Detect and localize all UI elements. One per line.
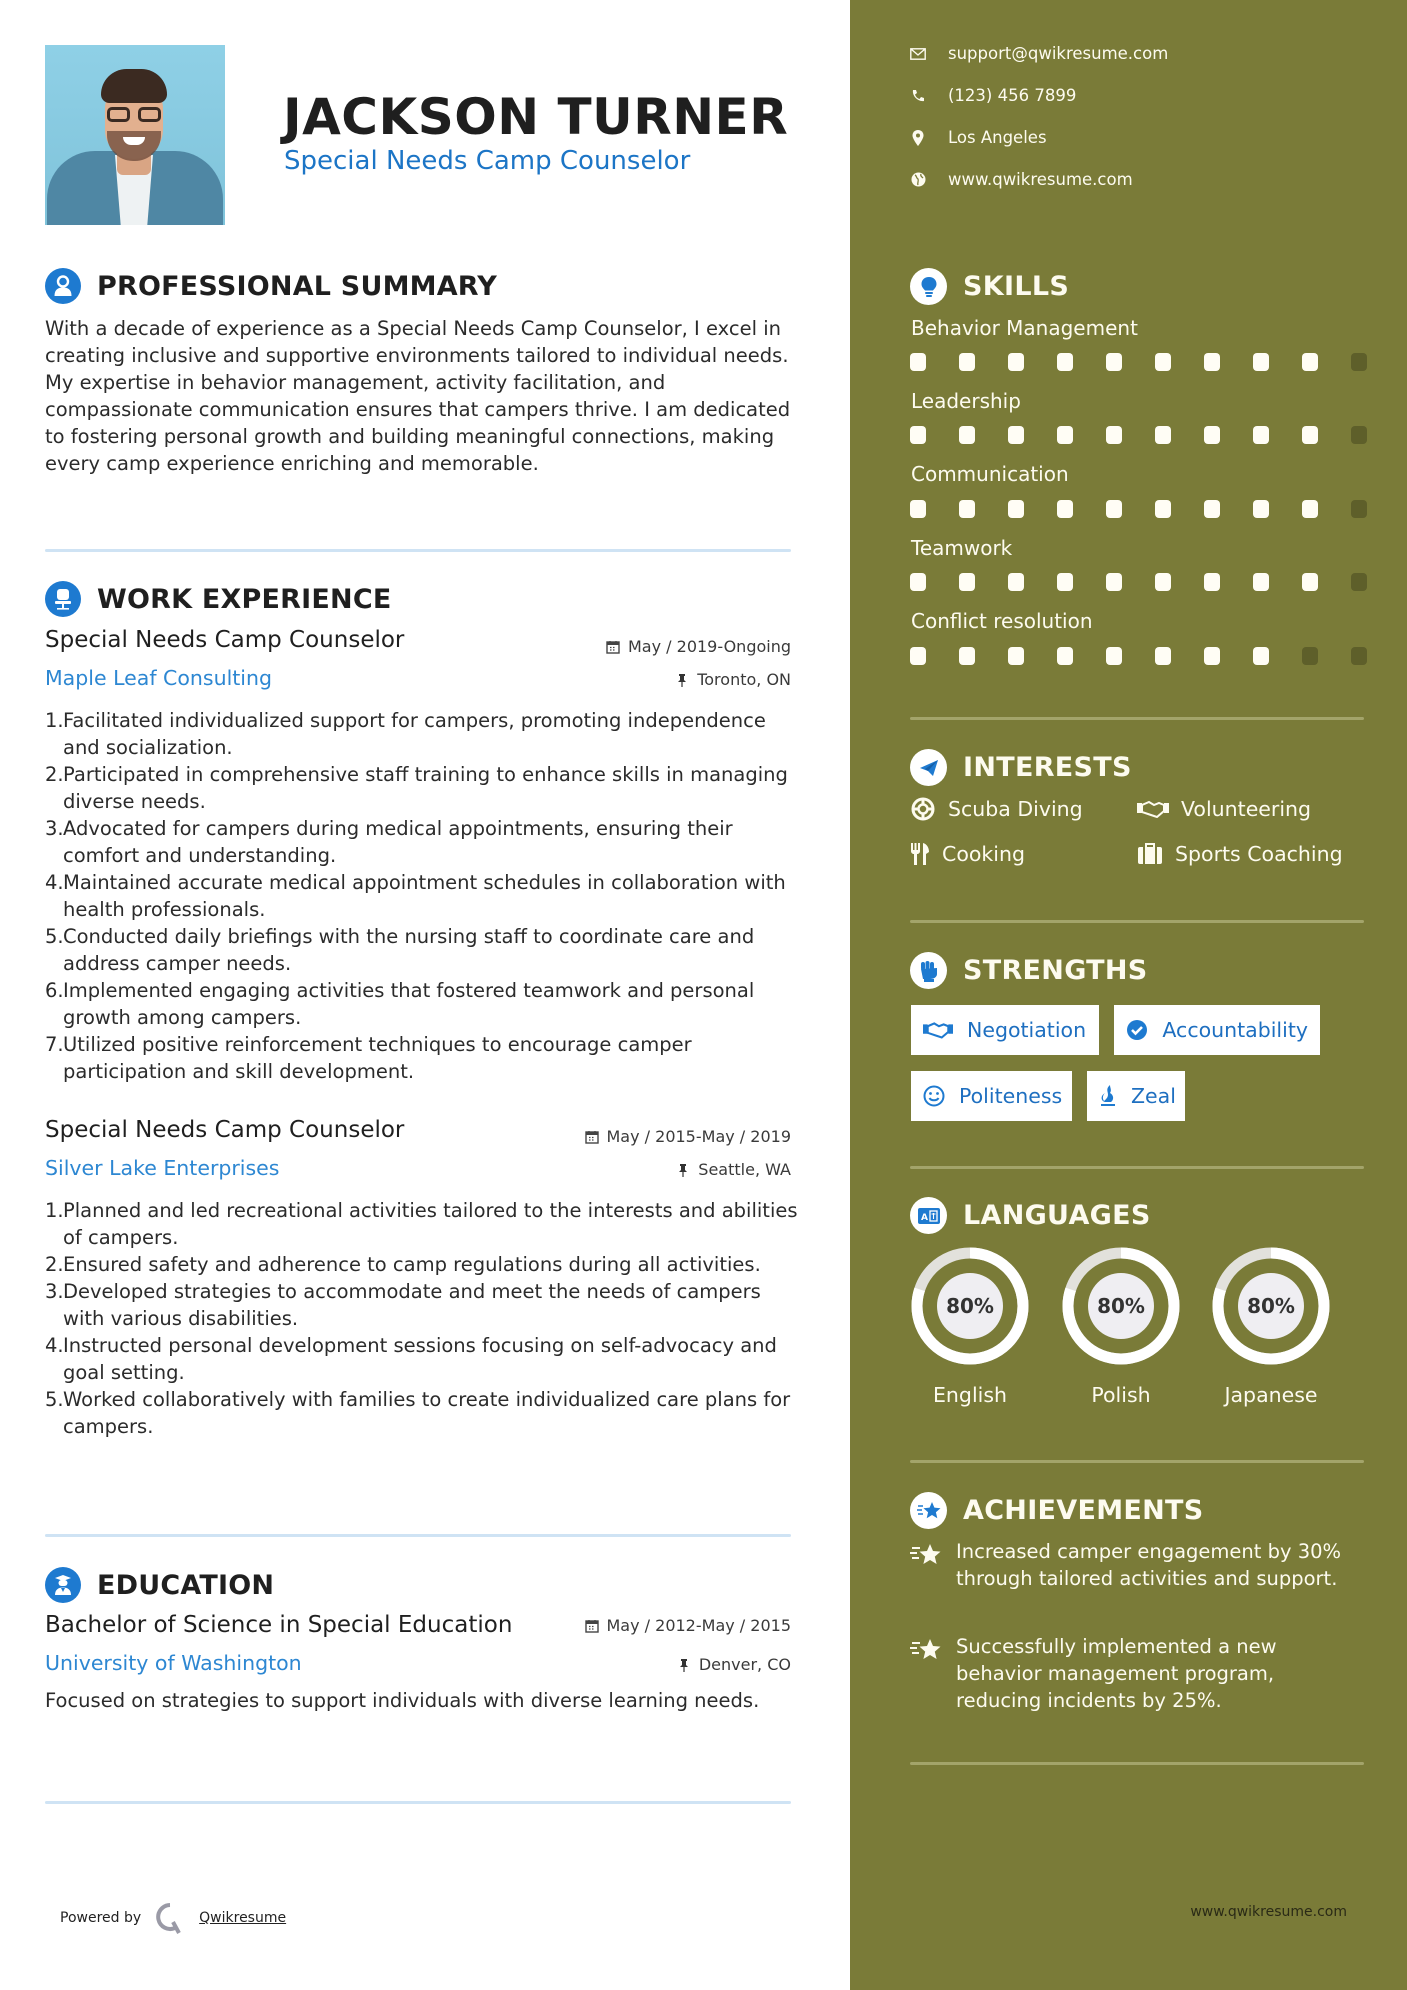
skill-dot-filled xyxy=(1253,647,1269,665)
skill-dot-filled xyxy=(1302,573,1318,591)
skill-dot-empty xyxy=(1351,426,1367,444)
language-name: Japanese xyxy=(1224,1383,1318,1407)
skill-dot-filled xyxy=(959,573,975,591)
job-dates-text: May / 2015-May / 2019 xyxy=(606,1127,791,1146)
interest-label: Cooking xyxy=(942,842,1025,866)
paper-plane-icon xyxy=(910,749,947,786)
footer-website[interactable]: www.qwikresume.com xyxy=(1190,1904,1347,1920)
achievement-text: Increased camper engagement by 30% through tailored activities and support. xyxy=(956,1540,1342,1590)
skill-dot-filled xyxy=(1106,573,1122,591)
calendar-icon xyxy=(606,640,620,654)
skill-dot-filled xyxy=(1106,426,1122,444)
skill-dot-filled xyxy=(1204,353,1220,371)
school-name: University of Washington xyxy=(45,1651,302,1675)
briefcase-icon xyxy=(1137,842,1163,866)
skill-dot-filled xyxy=(1008,647,1024,665)
education-location xyxy=(677,1655,791,1674)
divider xyxy=(910,920,1364,923)
education-location-text: Denver, CO xyxy=(698,1655,791,1674)
skill-dot-filled xyxy=(910,500,926,518)
language-percent: 80% xyxy=(1088,1273,1154,1339)
chair-icon xyxy=(45,581,81,617)
skill-dot-filled xyxy=(1302,426,1318,444)
list-item xyxy=(45,1386,805,1440)
skill-name: Communication xyxy=(911,462,1069,486)
interest-item xyxy=(1137,842,1343,866)
calendar-icon xyxy=(585,1619,599,1633)
job-dates xyxy=(585,1127,792,1146)
skill-dot-filled xyxy=(910,426,926,444)
skill-dot-filled xyxy=(959,647,975,665)
skills-header xyxy=(910,268,1069,305)
star-icon xyxy=(910,1492,947,1529)
language-item xyxy=(1060,1245,1182,1407)
skill-dot-filled xyxy=(1253,426,1269,444)
check-circle-icon xyxy=(1126,1019,1148,1041)
education-header xyxy=(45,1567,274,1603)
email-text[interactable]: support@qwikresume.com xyxy=(948,44,1169,63)
candidate-title: Special Needs Camp Counselor xyxy=(284,146,691,176)
divider xyxy=(45,1534,791,1537)
skill-dot-empty xyxy=(1351,573,1367,591)
strengths-heading: STRENGTHS xyxy=(963,955,1148,986)
skill-dot-filled xyxy=(1008,573,1024,591)
skill-dot-filled xyxy=(1008,500,1024,518)
bullet-text: Maintained accurate medical appointment schedules in collaboration with health professionals. xyxy=(63,871,786,921)
job-location xyxy=(676,1160,791,1179)
divider xyxy=(45,549,791,552)
language-name: English xyxy=(932,1383,1008,1407)
list-item xyxy=(45,1332,805,1386)
divider xyxy=(910,1166,1364,1169)
interests-header xyxy=(910,749,1132,786)
skill-dot-filled xyxy=(1302,353,1318,371)
job-title: Special Needs Camp Counselor xyxy=(45,1117,405,1143)
achievements-heading: ACHIEVEMENTS xyxy=(963,1495,1204,1526)
job-company: Maple Leaf Consulting xyxy=(45,666,273,690)
list-item xyxy=(45,1251,805,1278)
interest-item xyxy=(910,797,1083,821)
skill-dot-filled xyxy=(1155,573,1171,591)
skill-dot-filled xyxy=(1204,573,1220,591)
bullet-number: 3. xyxy=(45,1280,64,1303)
strength-badge xyxy=(911,1005,1099,1055)
skill-dot-filled xyxy=(1106,500,1122,518)
bullet-text: Utilized positive reinforcement techniques to encourage camper participation and skill development. xyxy=(63,1033,692,1083)
utensils-icon xyxy=(910,842,930,866)
skill-dot-filled xyxy=(910,647,926,665)
star-icon xyxy=(910,1538,942,1592)
bullet-number: 2. xyxy=(45,1253,64,1276)
skill-dot-empty xyxy=(1351,353,1367,371)
skill-dot-filled xyxy=(1106,353,1122,371)
life-ring-icon xyxy=(910,797,936,821)
lightbulb-icon xyxy=(910,268,947,305)
job-company: Silver Lake Enterprises xyxy=(45,1156,280,1180)
skill-dot-filled xyxy=(1057,573,1073,591)
globe-icon xyxy=(910,172,926,188)
achievement-text: Successfully implemented a new behavior management program, reducing incidents by 25%. xyxy=(956,1635,1277,1712)
bullet-number: 5. xyxy=(45,1388,64,1411)
handshake-icon xyxy=(923,1019,953,1041)
bullet-number: 4. xyxy=(45,871,64,894)
bullet-text: Ensured safety and adherence to camp regulations during all activities. xyxy=(63,1253,761,1276)
translate-icon xyxy=(910,1197,947,1234)
education-heading: EDUCATION xyxy=(97,1569,275,1601)
bullet-text: Participated in comprehensive staff training to enhance skills in managing diverse needs. xyxy=(63,763,788,813)
bullet-text: Planned and led recreational activities tailored to the interests and abilities of campers. xyxy=(63,1199,798,1249)
bullet-number: 2. xyxy=(45,763,64,786)
strength-label: Negotiation xyxy=(967,1018,1087,1042)
flame-icon xyxy=(1099,1085,1117,1107)
education-description: Focused on strategies to support individuals with diverse learning needs. xyxy=(45,1689,760,1712)
job-location xyxy=(675,670,791,689)
pin-icon xyxy=(676,1163,690,1177)
graduate-icon xyxy=(45,1567,81,1603)
skill-dot-filled xyxy=(959,500,975,518)
strengths-header xyxy=(910,952,1148,989)
skill-name: Behavior Management xyxy=(911,316,1138,340)
phone-icon xyxy=(910,88,926,104)
strength-badge xyxy=(1087,1071,1185,1121)
skill-dot-filled xyxy=(1204,647,1220,665)
skill-rating xyxy=(910,573,1367,591)
interest-label: Volunteering xyxy=(1181,797,1312,821)
language-name: Polish xyxy=(1091,1383,1151,1407)
interests-heading: INTERESTS xyxy=(963,752,1132,783)
job-location-text: Seattle, WA xyxy=(698,1160,791,1179)
list-item xyxy=(45,977,805,1031)
skill-rating xyxy=(910,353,1367,371)
contact-email xyxy=(910,44,1168,63)
bullet-text: Developed strategies to accommodate and meet the needs of campers with various disabilities. xyxy=(63,1280,761,1330)
strength-badge xyxy=(911,1071,1072,1121)
skill-dot-filled xyxy=(1155,353,1171,371)
list-item xyxy=(45,869,805,923)
bullet-text: Conducted daily briefings with the nursing staff to coordinate care and address camper needs. xyxy=(63,925,755,975)
job-location-text: Toronto, ON xyxy=(697,670,791,689)
work-experience-header xyxy=(45,581,391,617)
interest-item xyxy=(1137,797,1311,821)
summary-heading: PROFESSIONAL SUMMARY xyxy=(97,270,498,302)
user-icon xyxy=(45,268,81,304)
envelope-icon xyxy=(910,46,926,62)
skill-dot-filled xyxy=(1155,647,1171,665)
summary-header xyxy=(45,268,497,304)
website-text[interactable]: www.qwikresume.com xyxy=(948,170,1133,189)
interest-item xyxy=(910,842,1025,866)
powered-by-label: Powered by xyxy=(60,1910,142,1926)
calendar-icon xyxy=(585,1130,599,1144)
job-bullets xyxy=(45,1197,805,1440)
degree-title: Bachelor of Science in Special Education xyxy=(45,1612,513,1638)
smile-icon xyxy=(923,1085,945,1107)
divider xyxy=(910,1762,1364,1765)
skill-dot-filled xyxy=(1057,426,1073,444)
list-item xyxy=(45,707,805,761)
job-dates xyxy=(606,637,791,656)
languages-heading: LANGUAGES xyxy=(963,1200,1151,1231)
phone-text: (123) 456 7899 xyxy=(948,86,1077,105)
bullet-number: 6. xyxy=(45,979,64,1002)
handshake-icon xyxy=(1137,797,1169,821)
work-experience-heading: WORK EXPERIENCE xyxy=(97,583,392,615)
map-pin-icon xyxy=(910,130,926,146)
achievements-header xyxy=(910,1492,1204,1529)
skill-dot-filled xyxy=(1155,426,1171,444)
list-item xyxy=(45,1197,805,1251)
bullet-number: 1. xyxy=(45,1199,64,1222)
candidate-name: JACKSON TURNER xyxy=(283,88,789,146)
strength-label: Zeal xyxy=(1131,1084,1176,1108)
skill-dot-filled xyxy=(1253,353,1269,371)
location-text: Los Angeles xyxy=(948,128,1047,147)
skills-heading: SKILLS xyxy=(963,271,1070,302)
languages-header xyxy=(910,1197,1151,1234)
bullet-text: Facilitated individualized support for campers, promoting independence and socialization. xyxy=(63,709,766,759)
star-icon xyxy=(910,1633,942,1714)
skill-dot-empty xyxy=(1302,647,1318,665)
skill-dot-filled xyxy=(1057,647,1073,665)
list-item xyxy=(45,1278,805,1332)
divider xyxy=(910,717,1364,720)
profile-photo xyxy=(45,45,225,225)
bullet-number: 4. xyxy=(45,1334,64,1357)
list-item xyxy=(45,761,805,815)
skill-dot-empty xyxy=(1351,500,1367,518)
job-bullets xyxy=(45,707,805,1085)
skill-dot-filled xyxy=(959,426,975,444)
skill-dot-filled xyxy=(1106,647,1122,665)
language-percent: 80% xyxy=(1238,1273,1304,1339)
powered-by xyxy=(60,1902,286,1934)
contact-phone xyxy=(910,86,1076,105)
skill-dot-filled xyxy=(910,353,926,371)
qwikresume-logo-icon xyxy=(155,1902,185,1934)
skill-dot-filled xyxy=(1302,500,1318,518)
divider xyxy=(45,1801,791,1804)
skill-rating xyxy=(910,426,1367,444)
education-dates xyxy=(585,1616,792,1635)
skill-dot-filled xyxy=(1155,500,1171,518)
job-title: Special Needs Camp Counselor xyxy=(45,627,405,653)
language-item xyxy=(909,1245,1031,1407)
skill-name: Teamwork xyxy=(911,536,1013,560)
skill-dot-filled xyxy=(959,353,975,371)
bullet-text: Implemented engaging activities that fostered teamwork and personal growth among campers. xyxy=(63,979,755,1029)
job-dates-text: May / 2019-Ongoing xyxy=(628,637,791,656)
education-dates-text: May / 2012-May / 2015 xyxy=(606,1616,791,1635)
summary-text: With a decade of experience as a Special Needs Camp Counselor, I excel in creating inclusive and supportive environments tailored to individual needs. My expertise in behavior management, activity facilitation, and compassionate communication ensures that campers thrive. I am dedicated to fostering personal growth and building meaningful connections, making every camp experience enriching and memorable. xyxy=(45,317,791,475)
list-item xyxy=(45,1031,805,1085)
achievement-item xyxy=(910,1538,1350,1592)
pin-icon xyxy=(677,1658,691,1672)
skill-dot-filled xyxy=(1204,500,1220,518)
bullet-number: 3. xyxy=(45,817,64,840)
bullet-text: Advocated for campers during medical appointments, ensuring their comfort and understanding. xyxy=(63,817,733,867)
bullet-number: 7. xyxy=(45,1033,64,1056)
language-item xyxy=(1210,1245,1332,1407)
skill-dot-filled xyxy=(1253,500,1269,518)
skill-name: Leadership xyxy=(911,389,1021,413)
svg-text:A: A xyxy=(920,1212,928,1223)
skill-rating xyxy=(910,647,1367,665)
bullet-number: 1. xyxy=(45,709,64,732)
skill-rating xyxy=(910,500,1367,518)
list-item xyxy=(45,923,805,977)
skill-dot-empty xyxy=(1351,647,1367,665)
bullet-text: Worked collaboratively with families to create individualized care plans for campers. xyxy=(63,1388,791,1438)
strength-label: Accountability xyxy=(1162,1018,1308,1042)
bullet-number: 5. xyxy=(45,925,64,948)
skill-dot-filled xyxy=(1008,426,1024,444)
list-item xyxy=(45,815,805,869)
contact-location xyxy=(910,128,1047,147)
language-percent: 80% xyxy=(937,1273,1003,1339)
strength-badge xyxy=(1114,1005,1320,1055)
skill-dot-filled xyxy=(1057,353,1073,371)
fist-icon xyxy=(910,952,947,989)
contact-website xyxy=(910,170,1133,189)
interest-label: Sports Coaching xyxy=(1175,842,1343,866)
bullet-text: Instructed personal development sessions focusing on self-advocacy and goal setting. xyxy=(63,1334,777,1384)
achievement-item xyxy=(910,1633,1350,1714)
pin-icon xyxy=(675,673,689,687)
skill-dot-filled xyxy=(1057,500,1073,518)
skill-dot-filled xyxy=(910,573,926,591)
skill-dot-filled xyxy=(1204,426,1220,444)
skill-dot-filled xyxy=(1008,353,1024,371)
skill-name: Conflict resolution xyxy=(911,609,1093,633)
skill-dot-filled xyxy=(1253,573,1269,591)
interest-label: Scuba Diving xyxy=(948,797,1083,821)
divider xyxy=(910,1460,1364,1463)
strength-label: Politeness xyxy=(959,1084,1063,1108)
qwikresume-link[interactable]: Qwikresume xyxy=(199,1910,287,1926)
